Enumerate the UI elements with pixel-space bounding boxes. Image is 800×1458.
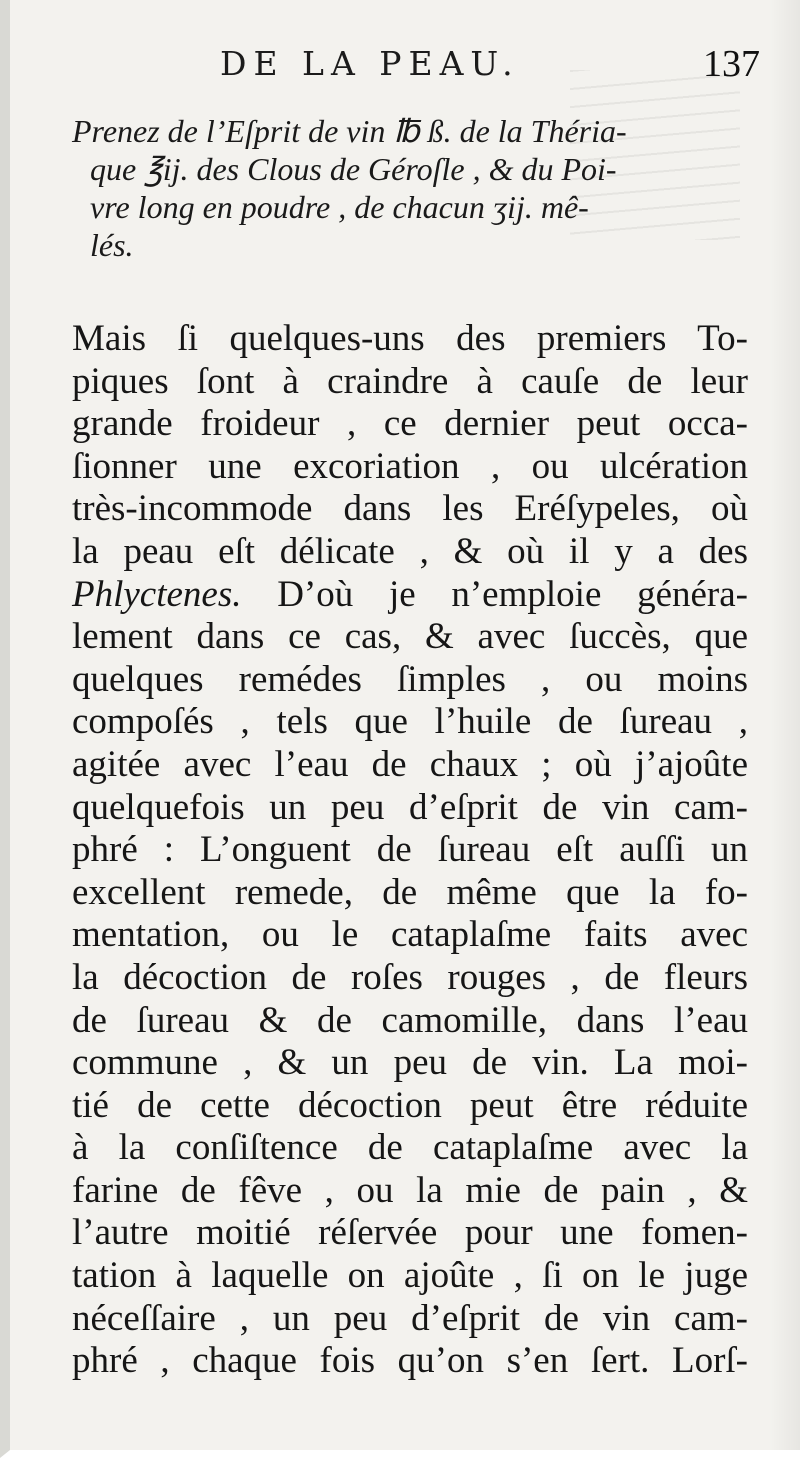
body-line: excellent remede, de même que la fo-	[72, 871, 748, 913]
body-line: lement dans ce cas, & avec ſuccès, que	[72, 616, 748, 658]
recipe-block	[72, 112, 748, 264]
body-line: Phlyctenes. D’où je n’emploie généra-	[72, 573, 748, 615]
body-line: phré , chaque fois qu’on s’en ſert. Lorſ-	[72, 1340, 748, 1382]
body-line: commune , & un peu de vin. La moi-	[72, 1042, 748, 1084]
body-line: mentation, ou le cataplaſme faits avec	[72, 914, 748, 956]
page-edge-shadow	[770, 0, 800, 1450]
recipe-line: que ℥ij. des Clous de Géroſle , & du Poi-	[90, 151, 617, 187]
body-line: quelques remédes ſimples , ou moins	[72, 658, 748, 700]
italic-term: Phlyctenes.	[72, 573, 242, 615]
body-line: agitée avec l’eau de chaux ; où j’ajoûte	[72, 743, 748, 785]
recipe-line: lés.	[90, 227, 134, 263]
body-line: à la conſiſtence de cataplaſme avec la	[72, 1127, 748, 1169]
body-line: de ſureau & de camomille, dans l’eau	[72, 999, 748, 1041]
body-line: la peau eſt délicate , & où il y a des	[72, 530, 748, 572]
page-number: 137	[703, 43, 760, 85]
body-line: très-incommode dans les Eréſypeles, où	[72, 488, 748, 530]
running-head: DE LA PEAU.	[220, 44, 520, 83]
body-paragraph	[72, 318, 748, 1383]
body-line: Mais ſi quelques-uns des premiers To-	[72, 318, 748, 359]
body-line: piques ſont à craindre à cauſe de leur	[72, 360, 748, 402]
body-line: l’autre moitié réſervée pour une fomen-	[72, 1212, 748, 1254]
body-line: grande froideur , ce dernier peut occa-	[72, 403, 748, 445]
body-line: phré : L’onguent de ſureau eſt auſſi un	[72, 829, 748, 871]
recipe-line: vre long en poudre , de chacun ʒij. mê-	[90, 189, 589, 225]
body-line: tié de cette décoction peut être réduite	[72, 1084, 748, 1126]
body-line: quelquefois un peu d’eſprit de vin cam-	[72, 786, 748, 828]
body-line: néceſſaire , un peu d’eſprit de vin cam-	[72, 1297, 748, 1339]
body-line: compoſés , tels que l’huile de ſureau ,	[72, 701, 748, 743]
page-header	[220, 44, 760, 96]
body-line: farine de fêve , ou la mie de pain , &	[72, 1169, 748, 1211]
body-line: tation à laquelle on ajoûte , ſi on le juge	[72, 1255, 748, 1297]
recipe-line: Prenez de l’Eſprit de vin ℔ ß. de la Thériа-	[72, 113, 627, 149]
body-line: la décoction de roſes rouges , de fleurs	[72, 956, 748, 998]
body-line: ſionner une excoriation , ou ulcération	[72, 445, 748, 487]
